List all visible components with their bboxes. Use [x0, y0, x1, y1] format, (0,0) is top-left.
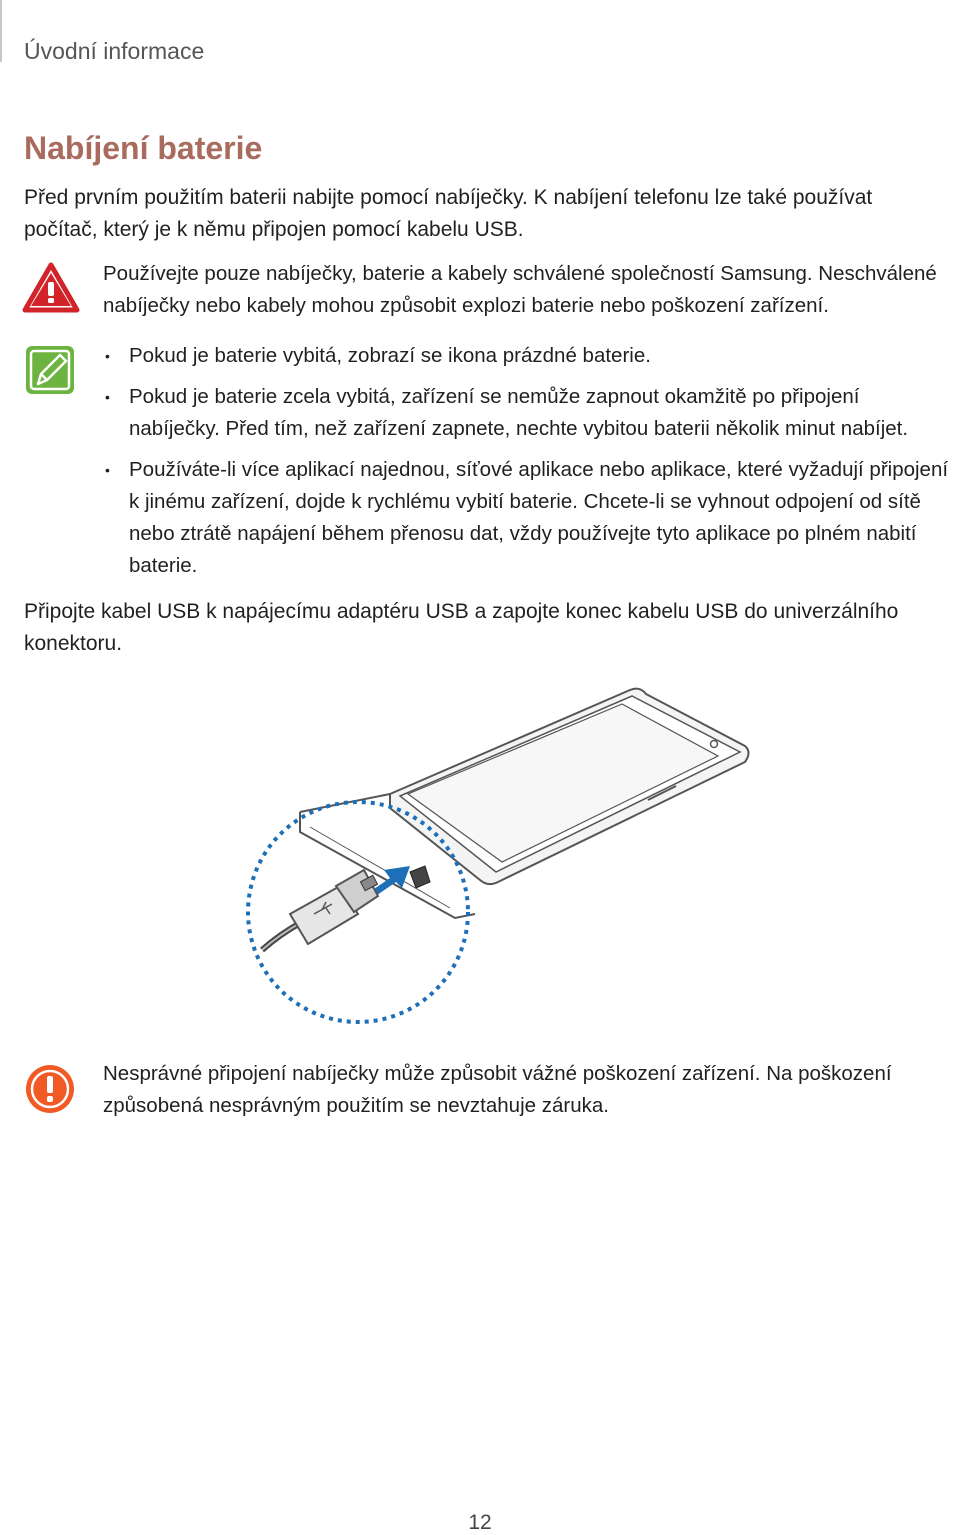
caution-triangle-icon: [22, 262, 80, 314]
bullet: •: [105, 389, 110, 405]
page-number: 12: [468, 1511, 492, 1534]
zoom-circle: [248, 802, 468, 1022]
bullet: •: [105, 348, 110, 364]
note-text: Pokud je baterie zcela vybitá, zařízení se nemůže zapnout okamžitě po připojení nabíječky. Před tím, než zařízení zapnete, nechte vybitou baterii několik minut nabíjet.: [129, 385, 909, 440]
page-title: Nabíjení baterie: [24, 130, 263, 166]
note-pencil-icon: [24, 344, 76, 396]
list-item: [103, 454, 953, 582]
margin-rule: [0, 0, 2, 62]
charging-illustration: [240, 682, 760, 1032]
section-header: Úvodní informace: [24, 38, 205, 64]
notes-list: [103, 340, 953, 591]
warning-note: Nesprávné připojení nabíječky může způsobit vážné poškození zařízení. Na poškození způsobená nesprávným použitím se nevztahuje záruka.: [103, 1062, 892, 1117]
instruction-paragraph: Připojte kabel USB k napájecímu adaptéru USB a zapojte konec kabelu USB do univerzálního konektoru.: [24, 600, 899, 655]
list-item: [103, 340, 953, 372]
intro-paragraph: Před prvním použitím baterii nabijte pomocí nabíječky. K nabíjení telefonu lze také používat počítač, který je k němu připojen pomocí kabelu USB.: [24, 186, 873, 241]
warning-exclamation-icon: [24, 1063, 76, 1115]
list-item: [103, 381, 953, 445]
bullet: •: [105, 462, 110, 478]
caution-note: Používejte pouze nabíječky, baterie a kabely schválené společností Samsung. Neschválené nabíječky nebo kabely mohou způsobit explozi baterie nebo poškození zařízení.: [103, 262, 937, 317]
note-text: Pokud je baterie vybitá, zobrazí se ikona prázdné baterie.: [129, 344, 651, 367]
note-text: Používáte-li více aplikací najednou, síťové aplikace nebo aplikace, které vyžadují připojení k jinému zařízení, dojde k rychlému vybití baterie. Chcete-li se vyhnout odpojení od sítě nebo ztrátě napájení během přenosu dat, vždy používejte tyto aplikace po plném nabití baterie.: [129, 458, 949, 577]
